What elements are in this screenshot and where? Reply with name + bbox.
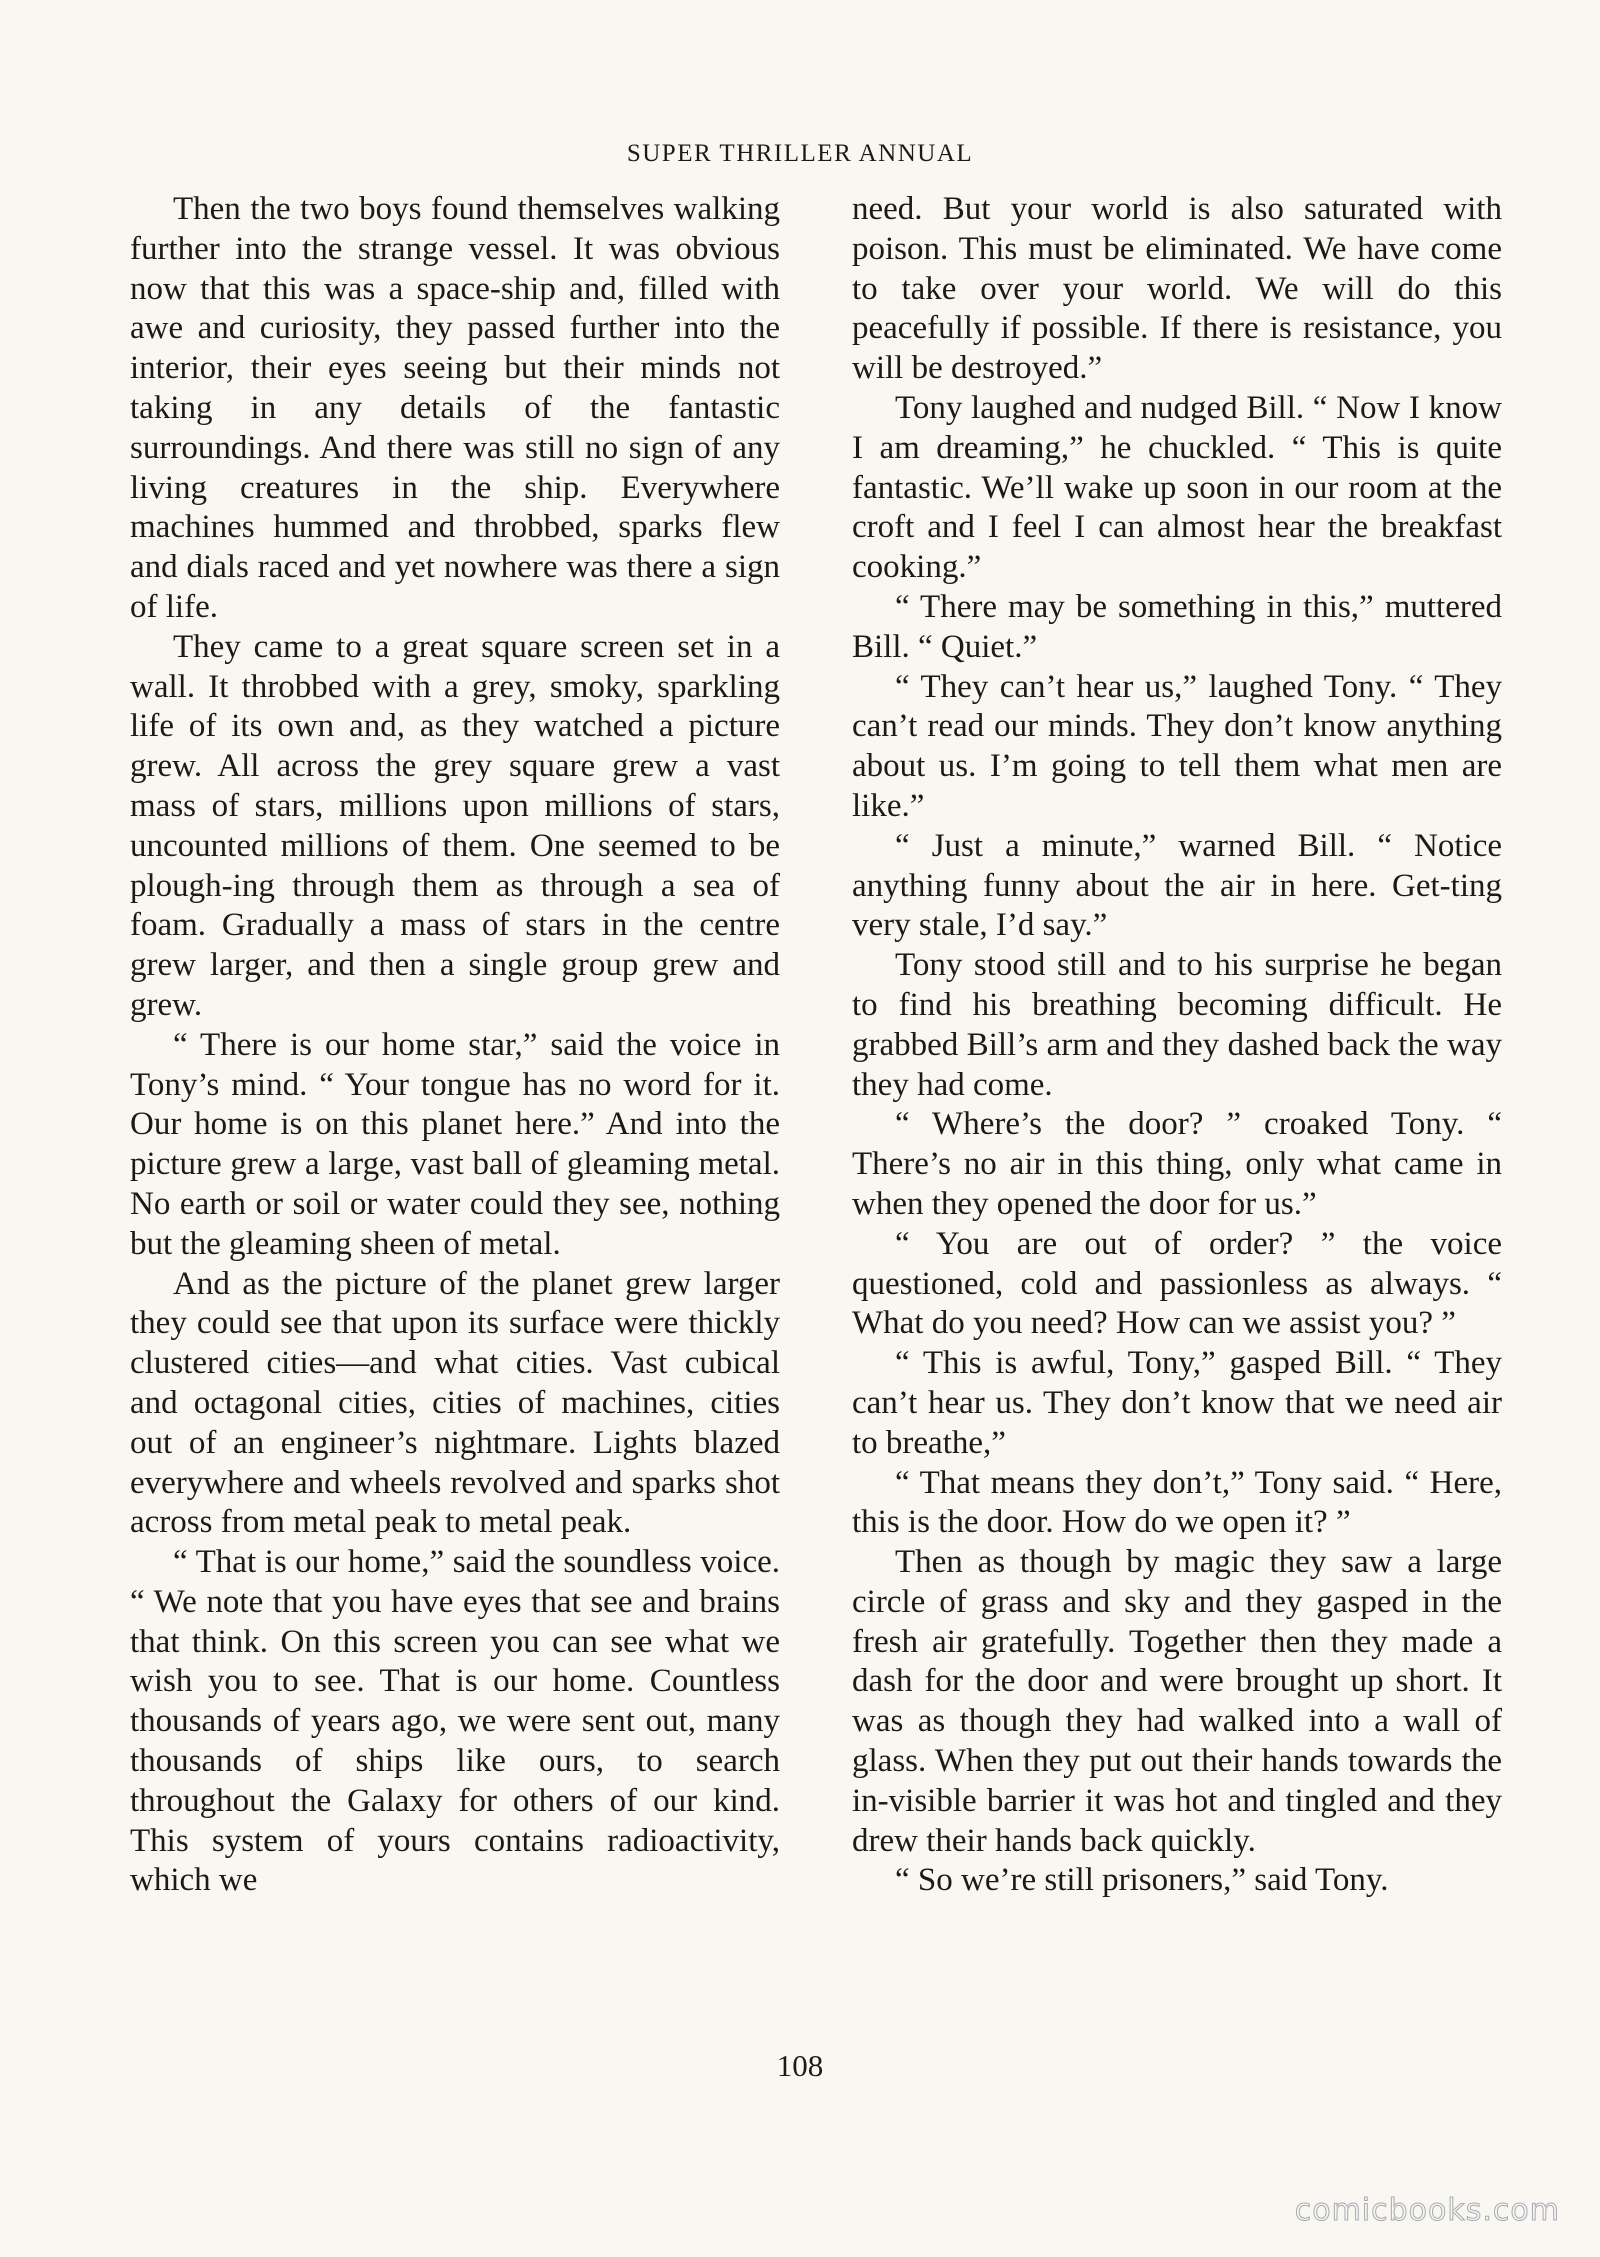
paragraph: Tony laughed and nudged Bill. “ Now I know I am dreaming,” he chuckled. “ This is quite fantastic. We’ll wake up soon in our room at the croft and I feel I can almost hear the breakfast cooking.” [852, 389, 1502, 586]
paragraph: “ That means they don’t,” Tony said. “ Here, this is the door. How do we open it? ” [852, 1464, 1502, 1541]
paragraph-continued: need. But your world is also saturated with poison. This must be eliminated. We have come to take over your world. We will do this peacefully if possible. If there is resistance, you will be destroyed.” [852, 191, 1502, 387]
paragraph: “ There is our home star,” said the voice in Tony’s mind. “ Your tongue has no word for it. Our home is on this planet here.” And into the picture grew a large, vast ball of gleaming metal. No earth or soil or water could they see, nothing but the gleaming sheen of metal. [130, 1026, 780, 1262]
paragraph: Then as though by magic they saw a large circle of grass and sky and they gasped in the fresh air gratefully. Together then they made a dash for the door and were brought up short. It was as though they had walked into a wall of glass. When they put out their hands towards the in-visible barrier it was hot and tingled and they drew their hands back quickly. [852, 1544, 1502, 1859]
paragraph: “ So we’re still prisoners,” said Tony. [895, 1862, 1389, 1899]
left-text-column [130, 190, 780, 1901]
watermark: comicbooks.com [1294, 2193, 1560, 2228]
running-title: SUPER THRILLER ANNUAL [626, 140, 974, 167]
paragraph: “ This is awful, Tony,” gasped Bill. “ They can’t hear us. They don’t know that we need air to breathe,” [852, 1345, 1502, 1461]
paragraph: They came to a great square screen set in a wall. It throbbed with a grey, smoky, sparkling life of its own and, as they watched a picture grew. All across the grey square grew a vast mass of stars, millions upon millions of stars, uncounted millions of them. One seemed to be plough-ing through them as through a sea of foam. Gradually a mass of stars in the centre grew larger, and then a single group grew and grew. [130, 628, 780, 1023]
paragraph: “ They can’t hear us,” laughed Tony. “ They can’t read our minds. They don’t know anything about us. I’m going to tell them what men are like.” [852, 668, 1502, 824]
page-number: 108 [776, 2048, 824, 2083]
right-text-column [852, 190, 1502, 1901]
paragraph: Tony stood still and to his surprise he began to find his breathing becoming difficult. He grabbed Bill’s arm and they dashed back the way they had come. [852, 947, 1502, 1103]
paragraph: “ Where’s the door? ” croaked Tony. “ There’s no air in this thing, only what came in when they opened the door for us.” [852, 1106, 1502, 1222]
paragraph: “ That is our home,” said the soundless voice. “ We note that you have eyes that see and brains that think. On this screen you can see what we wish you to see. That is our home. Countless thousands of years ago, we were sent out, many thousands of ships like ours, to search throughout the Galaxy for others of our kind. This system of yours contains radioactivity, which we [130, 1544, 780, 1899]
paragraph: And as the picture of the planet grew larger they could see that upon its surface were thickly clustered cities—and what cities. Vast cubical and octagonal cities, cities of machines, cities out of an engineer’s nightmare. Lights blazed everywhere and wheels revolved and sparks shot across from metal peak to metal peak. [130, 1265, 780, 1541]
paragraph: Then the two boys found themselves walking further into the strange vessel. It was obvious now that this was a space-ship and, filled with awe and curiosity, they passed further into the interior, their eyes seeing but their minds not taking in any details of the fantastic surroundings. And there was still no sign of any living creatures in the ship. Everywhere machines hummed and throbbed, sparks flew and dials raced and yet nowhere was there a sign of life. [130, 191, 780, 625]
paragraph: “ Just a minute,” warned Bill. “ Notice anything funny about the air in here. Get-ting very stale, I’d say.” [852, 827, 1502, 944]
paragraph: “ You are out of order? ” the voice questioned, cold and passionless as always. “ What do you need? How can we assist you? ” [852, 1225, 1502, 1342]
paragraph: “ There may be something in this,” muttered Bill. “ Quiet.” [852, 588, 1502, 665]
